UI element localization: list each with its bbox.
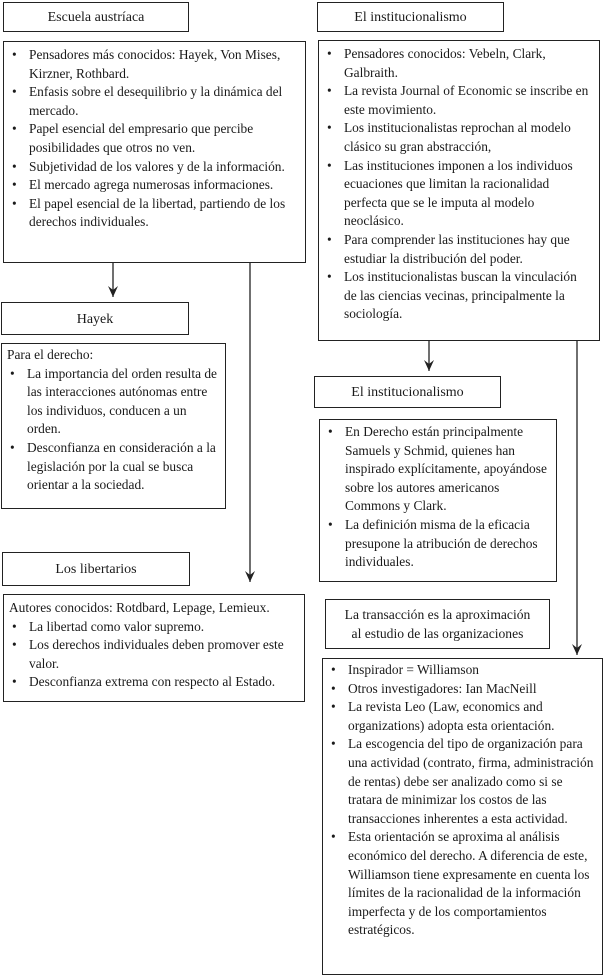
list-item: • El papel esencial de la libertad, partiendo de los derechos individuales.: [9, 195, 297, 232]
list-item: • Enfasis sobre el desequilibrio y la dinámica del mercado.: [9, 83, 297, 120]
institucionalismo-2-list: [325, 423, 548, 572]
hayek-title-box: [1, 302, 189, 335]
hayek-intro: Para el derecho:: [7, 347, 94, 362]
list-item: • En Derecho están principalmente Samuels y Schmid, quienes han inspirado explícitamente, apoyándose sobre los autores americanos Commons y Clark.: [325, 423, 548, 516]
institucionalismo-title-box: [317, 2, 504, 32]
list-item: • Para comprender las instituciones hay que estudiar la distribución del poder.: [324, 231, 591, 268]
institucionalismo-2-title-box: [314, 376, 501, 408]
escuela-austriaca-content-box: [3, 41, 306, 263]
list-item: • Los institucionalistas buscan la vinculación de las ciencias vecinas, principalmente la sociología.: [324, 268, 591, 324]
hayek-content-box: [1, 343, 226, 509]
transaccion-title-line2: al estudio de las organizaciones: [351, 626, 524, 641]
list-item: • Desconfianza extrema con respecto al Estado.: [9, 673, 300, 692]
list-item: • La libertad como valor supremo.: [9, 618, 300, 637]
libertarios-title: Los libertarios: [55, 562, 137, 577]
list-item: • Desconfianza en consideración a la legislación por la cual se busca orientar a la sociedad.: [7, 439, 219, 495]
list-item: • La revista Leo (Law, economics and organizations) adopta esta orientación.: [328, 698, 594, 735]
transaccion-title-line1: La transacción es la aproximación: [344, 607, 531, 622]
list-item: • La definición misma de la eficacia presupone la atribución de derechos individuales.: [325, 516, 548, 572]
list-item: • La revista Journal of Economic se inscribe en este movimiento.: [324, 82, 591, 119]
transaccion-content-box: [322, 658, 603, 975]
escuela-austriaca-title-box: [3, 2, 189, 32]
list-item: • Los institucionalistas reprochan al modelo clásico su gran abstracción,: [324, 119, 591, 156]
list-item: • Los derechos individuales deben promover este valor.: [9, 636, 300, 673]
list-item: • Inspirador = Williamson: [328, 661, 594, 680]
list-item: • Pensadores más conocidos: Hayek, Von Mises, Kirzner, Rothbard.: [9, 46, 297, 83]
institucionalismo-list: [324, 45, 591, 324]
list-item: • Las instituciones imponen a los individuos ecuaciones que limitan la racionalidad perfecta que se le imputa al modelo neoclásico.: [324, 157, 591, 231]
escuela-austriaca-list: [9, 46, 297, 232]
list-item: • Esta orientación se aproxima al análisis económico del derecho. A diferencia de este, Williamson tiene expresamente en cuenta los límites de la racionalidad de la información imperfecta y de los comportamientos estratégicos.: [328, 828, 594, 940]
hayek-title: Hayek: [76, 312, 114, 327]
list-item: • La importancia del orden resulta de las interacciones autónomas entre los individuos, conducen a un orden.: [7, 365, 219, 439]
escuela-austriaca-title: Escuela austríaca: [47, 10, 145, 25]
transaccion-title-box: [325, 599, 550, 649]
transaccion-list: [328, 661, 594, 940]
list-item: • Pensadores conocidos: Vebeln, Clark, Galbraith.: [324, 45, 591, 82]
institucionalismo-2-title: El institucionalismo: [351, 385, 464, 400]
list-item: • Papel esencial del empresario que percibe posibilidades que otros no ven.: [9, 120, 297, 157]
libertarios-content-box: [3, 594, 305, 702]
hayek-list: [7, 365, 219, 495]
list-item: • El mercado agrega numerosas informaciones.: [9, 176, 297, 195]
institucionalismo-content-box: [318, 40, 600, 341]
list-item: • La escogencia del tipo de organización para una actividad (contrato, firma, administración de rentas) debe ser analizado como si se tratara de minimizar los costos de las transacciones inherentes a esta actividad.: [328, 735, 594, 828]
list-item: • Otros investigadores: Ian MacNeill: [328, 680, 594, 699]
list-item: • Subjetividad de los valores y de la información.: [9, 158, 297, 177]
libertarios-intro: Autores conocidos: Rotdbard, Lepage, Lemieux.: [9, 600, 270, 615]
institucionalismo-2-content-box: [319, 419, 557, 582]
libertarios-list: [9, 618, 300, 692]
institucionalismo-title: El institucionalismo: [354, 10, 467, 25]
libertarios-title-box: [2, 552, 190, 586]
